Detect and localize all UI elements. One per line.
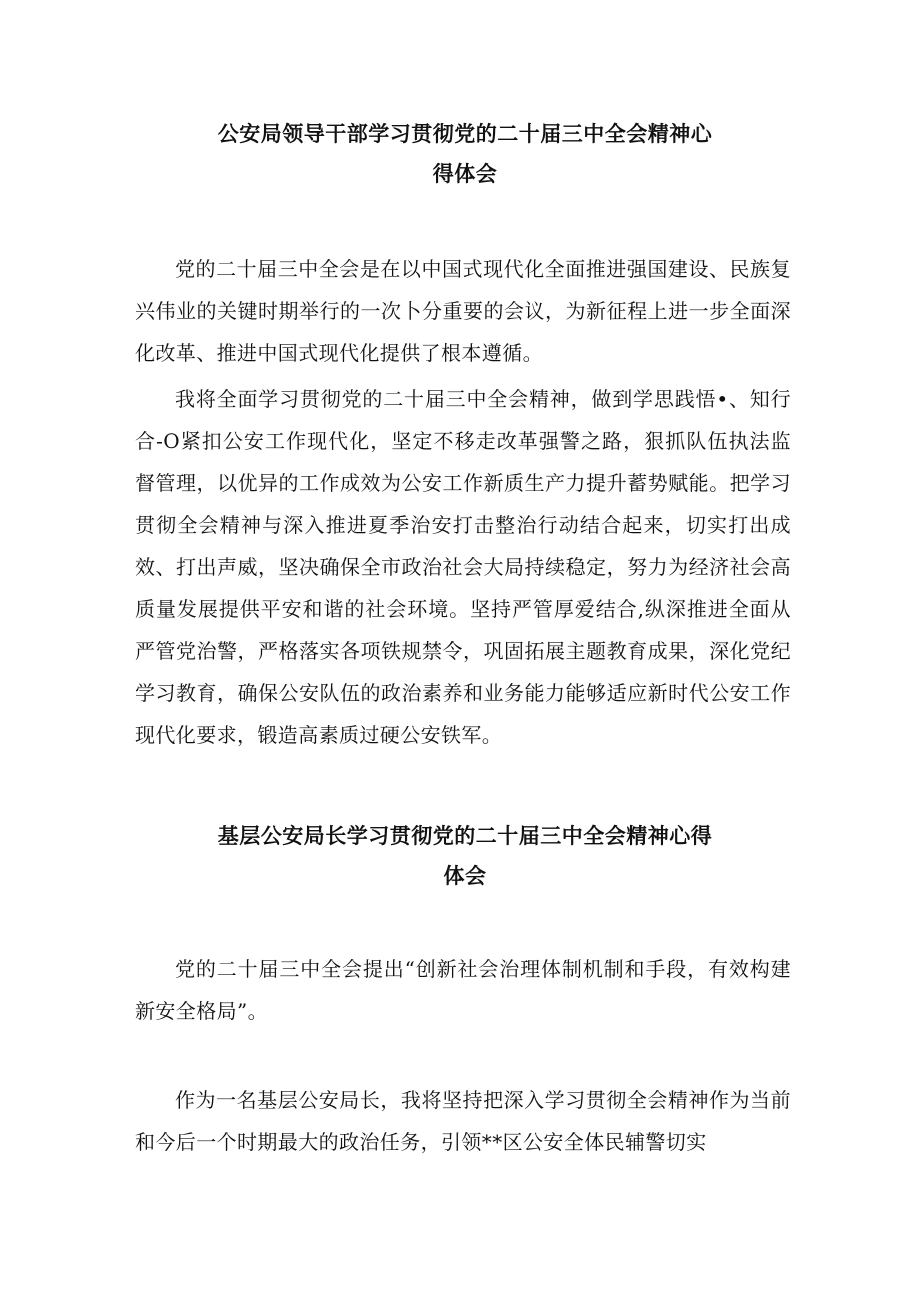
section2-paragraph-1: 党的二十届三中全会提出“创新社会治理体制机制和手段，有效构建新安全格局”。 — [135, 957, 791, 1023]
section2-title — [120, 816, 810, 896]
section1-paragraph-1: 党的二十届三中全会是在以中国式现代化全面推进强国建设、民族复兴伟业的关键时期举行的一次卜分重要的会议，为新征程上进一步全面深化改革、推进中国式现代化提供了根本遵循。 — [135, 257, 791, 365]
section2-title-line2: 体会 — [443, 864, 487, 888]
section1-paragraph-2: 我将全面学习贯彻党的二十届三中全会精神，做到学思践悟•、知行合-O紧扣公安工作现代化，坚定不移走改革强警之路，狠抓队伍执法监督管理，以优异的工作成效为公安工作新质生产力提升蓄势赋能。把学习贯彻全会精神与深入推进夏季治安打击整治行动结合起来，切实打出成效、打出声威，坚决确保全市政治社会大局持续稳定，努力为经济社会高质量发展提供平安和谐的社会环境。坚持严管厚爱结合,纵深推进全面从严管党治警，严格落实各项铁规禁令，巩固拓展主题教育成果，深化党纪学习教育，确保公安队伍的政治素养和业务能力能够适应新时代公安工作现代化要求，锻造高素质过硬公安铁军。 — [135, 387, 791, 747]
section2-title-line1: 基层公安局长学习贯彻党的二十届三中全会精神心得 — [217, 824, 713, 848]
section1-title-line1: 公安局领导干部学习贯彻党的二十届三中全会精神心 — [217, 122, 713, 146]
section2-paragraph-2: 作为一名基层公安局长，我将坚持把深入学习贯彻全会精神作为当前和今后一个时期最大的政治任务，引领**区公安全体民辅警切实 — [135, 1088, 791, 1154]
section1-title — [120, 114, 810, 194]
section1-title-line2: 得体会 — [432, 162, 498, 186]
